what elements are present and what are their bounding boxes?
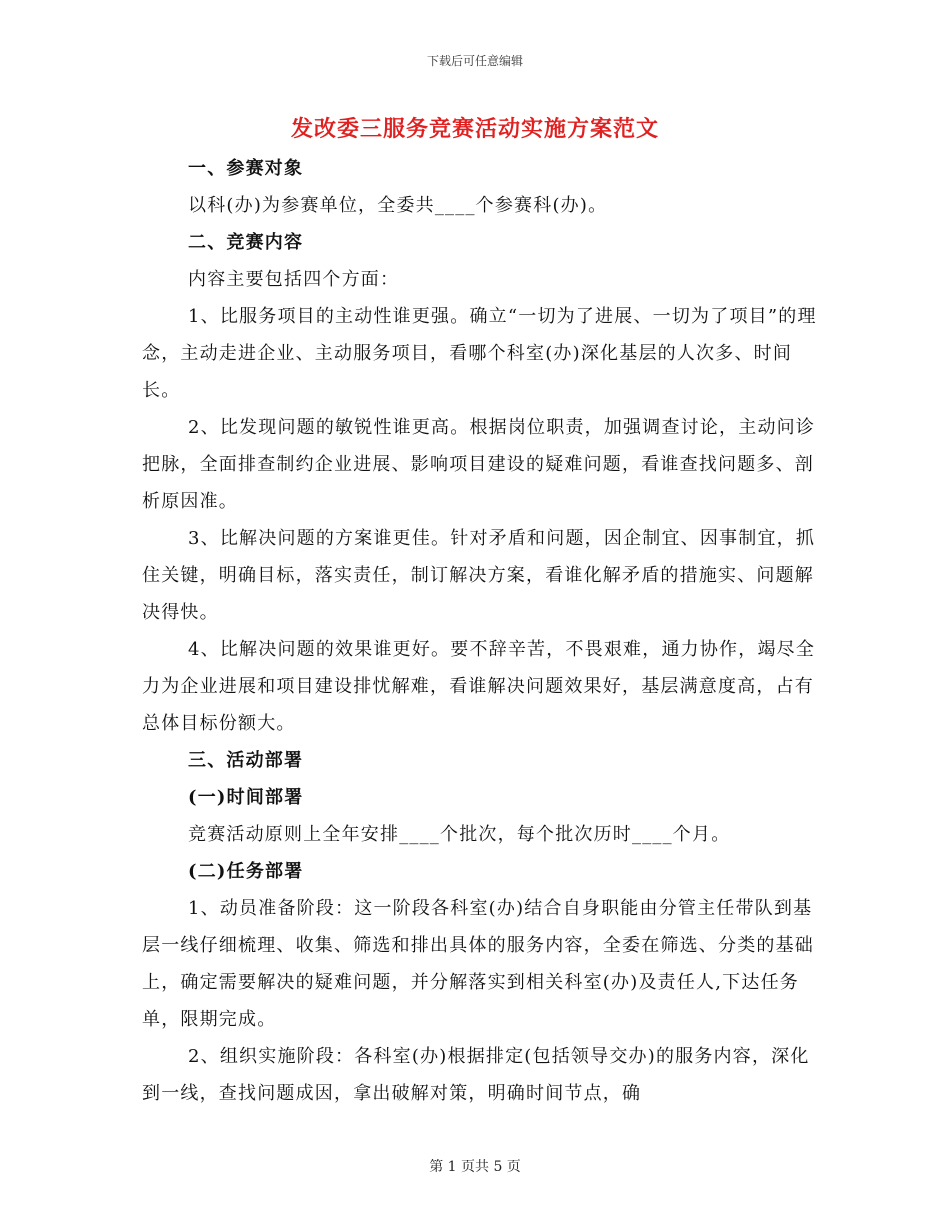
list-item: 1、动员准备阶段：这一阶段各科室(办)结合自身职能由分管主任带队到基层一线仔细梳理、收集、筛选和排出具体的服务内容，全委在筛选、分类的基础上，确定需要解决的疑难问题，并分解落实到相关科室(办)及责任人,下达任务单，限期完成。	[142, 898, 814, 1030]
subsection-heading-tasks: (二)任务部署	[188, 861, 304, 882]
section-heading-participants: 一、参赛对象	[188, 158, 304, 179]
paragraph: 内容主要包括四个方面：	[188, 269, 400, 290]
section-heading-content: 二、竞赛内容	[188, 232, 304, 253]
document-body	[142, 150, 822, 1112]
list-item: 1、比服务项目的主动性谁更强。确立“一切为了进展、一切为了项目”的理念，主动走进企业、主动服务项目，看哪个科室(办)深化基层的人次多、时间长。	[142, 306, 817, 401]
list-item: 4、比解决问题的效果谁更好。要不辞辛苦，不畏艰难，通力协作，竭尽全力为企业进展和项目建设排忧解难，看谁解决问题效果好，基层满意度高，占有总体目标份额大。	[142, 639, 816, 734]
page-footer: 第 1 页共 5 页	[429, 1159, 521, 1175]
paragraph: 竞赛活动原则上全年安排____个批次，每个批次历时____个月。	[188, 824, 731, 845]
list-item: 2、组织实施阶段：各科室(办)根据排定(包括领导交办)的服务内容，深化到一线，查找问题成因，拿出破解对策，明确时间节点，确	[142, 1046, 810, 1104]
document-title: 发改委三服务竞赛活动实施方案范文	[290, 116, 659, 142]
paragraph: 以科(办)为参赛单位，全委共____个参赛科(办)。	[188, 195, 608, 216]
section-heading-deployment: 三、活动部署	[188, 750, 304, 771]
list-item: 2、比发现问题的敏锐性谁更高。根据岗位职责，加强调查讨论，主动问诊把脉，全面排查制约企业进展、影响项目建设的疑难问题，看谁查找问题多、剖析原因准。	[142, 417, 816, 512]
list-item: 3、比解决问题的方案谁更佳。针对矛盾和问题，因企制宜、因事制宜，抓住关键，明确目标，落实责任，制订解决方案，看谁化解矛盾的措施实、问题解决得快。	[142, 528, 816, 623]
subsection-heading-time: (一)时间部署	[188, 787, 304, 808]
page-header: 下载后可任意编辑	[426, 54, 523, 68]
